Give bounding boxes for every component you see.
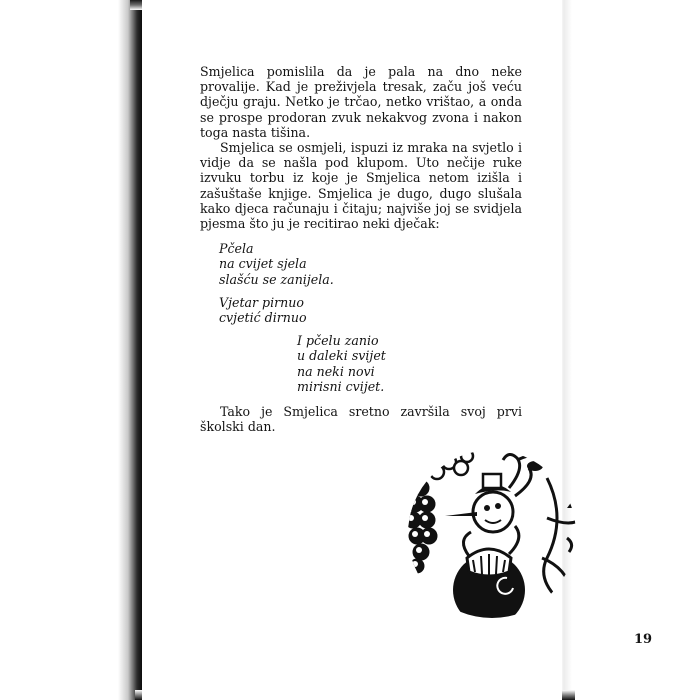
pinocchio-figure-on-ball-illustration	[397, 448, 587, 628]
poem	[219, 241, 522, 394]
poem-line: I pčelu zanio	[297, 333, 379, 349]
figure-head	[473, 492, 513, 532]
poem-line: cvjetić dirnuo	[219, 310, 307, 326]
poem-line: Pčela	[219, 241, 254, 257]
book-spine-shadow	[0, 0, 142, 700]
poem-line: slašću se zanijela.	[219, 271, 334, 287]
book-page	[142, 0, 653, 700]
page-text	[200, 64, 522, 434]
paragraph-1: Smjelica pomislila da je pala na dno neke provalije. Kad je preživjela tresak, začu još veću dječju graju. Netko je trčao, netko vrištao, a onda se prospe prodoran zvuk nekakvog zvona i nakon toga nasta tišina.	[200, 64, 522, 140]
poem-line: mirisni cvijet.	[297, 378, 385, 394]
illustration-scene	[405, 450, 582, 626]
poem-line: na neki novi	[297, 363, 375, 379]
poem-stanza-3	[297, 333, 522, 394]
paragraph-2: Smjelica se osmjeli, ispuzi iz mraka na svjetlo i vidje da se našla pod klupom. Uto nečije ruke izvuku torbu iz koje je Smjelica netom izišla i zašuštaše knjige. Smjelica je dugo, dugo slušala kako djeca računaju i čitaju; najviše joj se svidjela pjesma što ju je recitirao neki dječak:	[200, 140, 522, 232]
closing-paragraph: Tako je Smjelica sretno završila svoj prvi školski dan.	[200, 404, 522, 435]
poem-stanza-2	[219, 295, 522, 325]
poem-line: Vjetar pirnuo	[219, 294, 304, 310]
poem-line: na cvijet sjela	[219, 256, 307, 272]
grapes-icon	[405, 480, 437, 573]
page-number: 19	[634, 632, 653, 647]
poem-line: u daleki svijet	[297, 348, 386, 364]
poem-stanza-1	[219, 241, 522, 287]
